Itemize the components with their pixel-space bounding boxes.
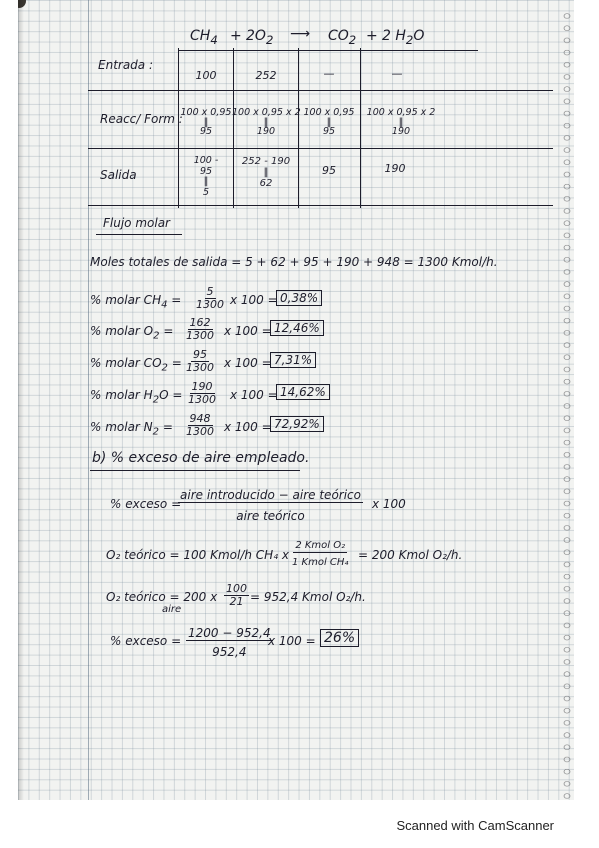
reaction-arrow: ⟶ [290,26,311,42]
section-heading-flujo-molar: Flujo molar [103,216,170,230]
moles-totales-line: Moles totales de salida = 5 + 62 + 95 + 190 + 948 = 1300 Kmol/h. [90,255,498,269]
exceso-result-lhs: % exceso = [110,634,182,648]
exceso-formula-fraction: aire introducido − aire teórico aire teórico [180,488,361,523]
margin-line [88,0,89,800]
table-cell: 100 x 0,95 x 2 ‖ 190 [366,107,436,137]
exceso-result-fraction: $\frac{1200 - 952,4}{952,4}$ [188,626,271,659]
row-label-salida: Salida [100,168,137,182]
table-line [88,148,553,149]
result-box: 12,46% [270,320,324,336]
table-line [178,50,478,51]
table-cell: 95 [322,164,336,177]
table-cell: 252 [255,69,277,82]
table-cell: 100 x 0,95 ‖ 95 [303,107,355,137]
row-label-entrada: Entrada : [98,58,154,72]
result-box: 7,31% [270,352,316,368]
result-box: 14,62% [276,384,330,400]
aire-teorico-fraction: $\frac{100}{21}$ [226,582,247,608]
heading-underline [96,234,182,235]
table-cell: 252 - 190 ‖ 62 [241,156,291,189]
part-b-heading: b) % exceso de aire empleado. [92,450,310,466]
o2-teorico-fraction: 2 Kmol O₂ 1 Kmol CH₄ [292,540,349,568]
scanner-watermark: Scanned with CamScanner [396,818,554,833]
result-box: 72,92% [270,416,324,432]
heading-underline [90,470,300,471]
plus-sign: + [230,28,242,44]
row-label-reaccion: Reacc/ Form : [100,112,183,126]
table-cell: — [323,67,335,80]
product-co2: CO [328,28,349,44]
result-box: 26% [320,629,359,647]
table-cell: 100 [195,69,217,82]
spiral-binding [560,10,574,800]
table-cell: — [391,67,403,80]
reactant-o2: 2O [246,28,266,44]
notebook-page: $CH_4$ + $2O_2$ ⟶ $CO_2$ + 2 $H_2O$ Entrada : 100 252 — — Reacc/ Form : 100 x 0,95 ‖ 95 100 x 0,95 x 2 ‖ 190 100 x 0,95 ‖ 95 100 x 0,95 x 2 ‖ 190 Salida 100 - 95 ‖ 5 252 - 190 ‖ 62 95 190 Flujo molar Moles totales de salida = 5 + 62 + 95 + 190 + 948 = 1300 Kmol/h. % molar $CH_4$ = $\frac{5}{1300}$ x 100 = 0,38% % molar $O_2$ = $\frac{162}{1300}$ x 100 = 12,46% % molar $CO_2$ = $\frac{95}{1300}$ x 100 = 7,31% % molar $H_2O$ = $\frac{190}{1300}$ x 100 = 14,62% % molar $N_2$ = $\frac{948}{1300}$ x 100 = 72,92% b) % exceso de aire empleado. % exceso = aire introducido − aire teórico aire teórico x 100 O₂ teórico = 100 Kmol/h CH₄ x 2 Kmol O₂ 1 Kmol CH₄ = 200 Kmol O₂/h. O₂ teórico = 200 x $\frac{100}{21}$ = 952,4 Kmol O₂/h. aire % exceso = $\frac{1200 - 952,4}{952,4}$ x 100 = 26% [18,0,574,800]
plus-sign: + [366,28,378,44]
reactant-ch4: CH [190,28,211,44]
exceso-formula-lhs: % exceso = [110,497,182,511]
table-line [88,205,553,206]
product-h2o: 2 H [382,28,406,44]
table-cell: 100 x 0,95 x 2 ‖ 190 [232,107,301,137]
page-shadow [18,0,24,800]
table-line [88,90,553,91]
result-box: 0,38% [276,290,322,306]
o2-teorico-line: O₂ teórico = 100 Kmol/h CH₄ x [106,548,289,562]
table-cell: 100 - 95 ‖ 5 [193,155,219,198]
table-cell: 190 [384,162,406,175]
aire-teorico-line: O₂ teórico = 200 x [106,590,218,604]
table-cell: 100 x 0,95 ‖ 95 [180,107,232,137]
